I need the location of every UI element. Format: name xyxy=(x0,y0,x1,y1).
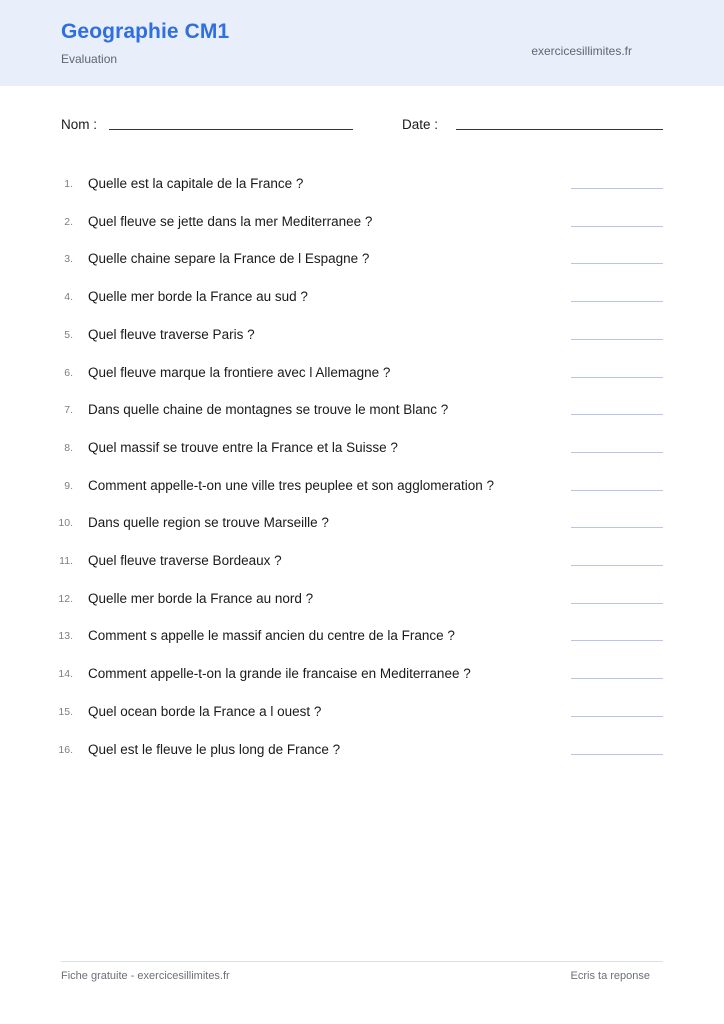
question-text: Quelle mer borde la France au nord ? xyxy=(88,590,314,606)
question-text: Quel fleuve se jette dans la mer Mediterranee ? xyxy=(88,213,373,229)
answer-line[interactable] xyxy=(571,678,663,679)
question-text: Dans quelle chaine de montagnes se trouve le mont Blanc ? xyxy=(88,402,449,418)
page-title: Geographie CM1 xyxy=(61,20,230,43)
answer-line[interactable] xyxy=(571,640,663,641)
answer-line[interactable] xyxy=(571,188,663,189)
footer-source: Fiche gratuite - exercicesillimites.fr xyxy=(61,970,230,982)
question-item xyxy=(0,284,724,321)
question-text: Quel fleuve traverse Bordeaux ? xyxy=(88,553,282,568)
answer-line[interactable] xyxy=(571,226,663,227)
name-field[interactable] xyxy=(109,129,353,130)
answer-line[interactable] xyxy=(571,565,663,566)
question-text: Quelle est la capitale de la France ? xyxy=(88,176,304,191)
question-number: 1. xyxy=(64,178,73,190)
date-field[interactable] xyxy=(456,129,663,130)
question-number: 6. xyxy=(64,366,73,379)
question-number: 13. xyxy=(58,630,73,643)
question-item xyxy=(0,661,724,698)
question-item xyxy=(0,397,724,434)
footer-instruction: Ecris ta reponse xyxy=(570,970,650,982)
name-label: Nom : xyxy=(61,117,98,132)
question-item xyxy=(0,171,724,208)
question-number: 12. xyxy=(58,592,73,605)
answer-line[interactable] xyxy=(571,527,663,528)
question-text: Comment appelle-t-on une ville tres peuplee et son agglomeration ? xyxy=(88,477,494,493)
question-item xyxy=(0,737,724,774)
question-item xyxy=(0,246,724,283)
question-text: Quel massif se trouve entre la France et la Suisse ? xyxy=(88,439,398,455)
answer-line[interactable] xyxy=(571,603,663,604)
question-item xyxy=(0,699,724,736)
site-name: exercicesillimites.fr xyxy=(531,44,632,58)
question-item xyxy=(0,322,724,359)
question-text: Quel fleuve marque la frontiere avec l Allemagne ? xyxy=(88,364,391,380)
question-item xyxy=(0,435,724,472)
question-number: 16. xyxy=(58,743,73,756)
question-item xyxy=(0,623,724,660)
answer-line[interactable] xyxy=(571,452,663,453)
question-text: Quel ocean borde la France a l ouest ? xyxy=(88,703,322,719)
question-text: Dans quelle region se trouve Marseille ? xyxy=(88,515,329,531)
question-text: Quel est le fleuve le plus long de France ? xyxy=(88,741,341,757)
answer-line[interactable] xyxy=(571,490,663,491)
question-number: 11. xyxy=(59,555,73,567)
date-label: Date : xyxy=(402,117,439,132)
question-number: 3. xyxy=(64,253,73,266)
question-text: Comment s appelle le massif ancien du centre de la France ? xyxy=(88,628,455,644)
answer-line[interactable] xyxy=(571,301,663,302)
question-number: 15. xyxy=(58,705,73,718)
question-text: Comment appelle-t-on la grande ile francaise en Mediterranee ? xyxy=(88,666,471,682)
question-number: 10. xyxy=(58,517,73,530)
answer-line[interactable] xyxy=(571,414,663,415)
question-number: 7. xyxy=(64,404,73,417)
question-item xyxy=(0,548,724,585)
answer-line[interactable] xyxy=(571,377,663,378)
answer-line[interactable] xyxy=(571,716,663,717)
question-number: 8. xyxy=(64,441,73,454)
answer-line[interactable] xyxy=(571,754,663,755)
footer-divider xyxy=(61,961,663,962)
question-item xyxy=(0,360,724,397)
page-subtitle: Evaluation xyxy=(61,52,118,66)
answer-line[interactable] xyxy=(571,339,663,340)
question-item xyxy=(0,209,724,246)
question-text: Quelle mer borde la France au sud ? xyxy=(88,289,308,305)
question-number: 2. xyxy=(64,215,73,228)
question-text: Quelle chaine separe la France de l Espagne ? xyxy=(88,251,370,267)
question-text: Quel fleuve traverse Paris ? xyxy=(88,326,255,342)
question-number: 5. xyxy=(64,328,73,341)
question-number: 9. xyxy=(64,479,73,492)
question-item xyxy=(0,473,724,510)
question-number: 4. xyxy=(64,291,73,304)
page-header xyxy=(0,0,724,86)
question-number: 14. xyxy=(58,668,73,681)
question-item xyxy=(0,586,724,623)
answer-line[interactable] xyxy=(571,263,663,264)
question-item xyxy=(0,510,724,547)
